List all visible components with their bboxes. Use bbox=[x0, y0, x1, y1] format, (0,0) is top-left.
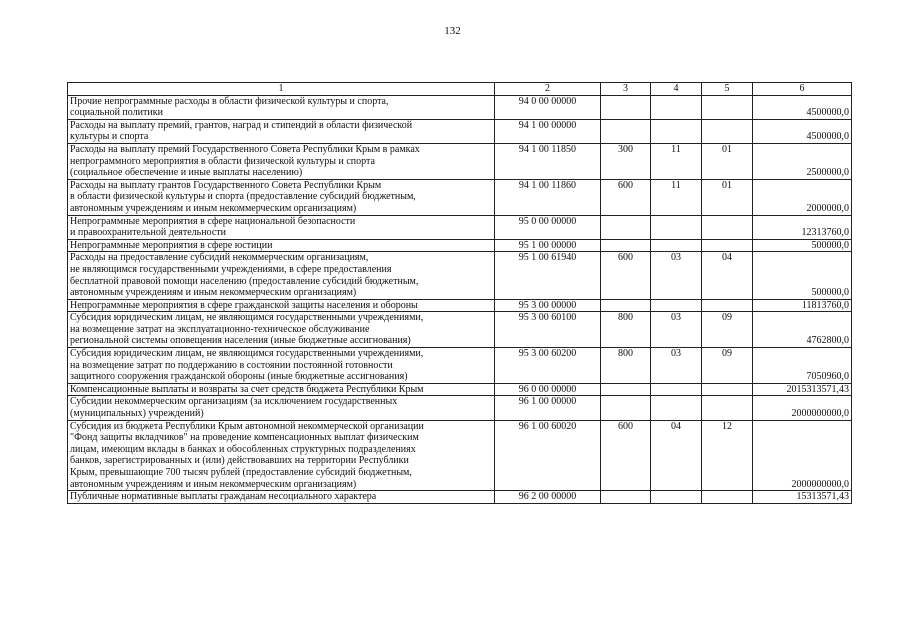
row-section-cell bbox=[651, 383, 702, 396]
table-row bbox=[68, 299, 852, 312]
row-expense-type-cell bbox=[601, 396, 651, 420]
row-code-cell: 95 3 00 60100 bbox=[495, 312, 601, 348]
row-sum-cell: 2000000000,0 bbox=[753, 420, 852, 491]
row-code-cell: 96 2 00 00000 bbox=[495, 491, 601, 504]
row-sum-cell: 500000,0 bbox=[753, 239, 852, 252]
row-sum-cell: 500000,0 bbox=[753, 252, 852, 299]
row-name-cell: Непрограммные мероприятия в сфере национальной безопасности и правоохранительной деятельности bbox=[68, 215, 495, 239]
row-subsection-cell: 04 bbox=[702, 252, 753, 299]
row-section-cell: 03 bbox=[651, 312, 702, 348]
row-name-cell: Расходы на предоставление субсидий некоммерческим организациям, не являющимся государственными учреждениями, в сфере предоставления бесплатной правовой помощи населению (предоставление субсидий бюджетным, автономным учреждениям и иным некоммерческим организациям) bbox=[68, 252, 495, 299]
row-sum-cell: 15313571,43 bbox=[753, 491, 852, 504]
row-name-cell: Субсидия юридическим лицам, не являющимся государственными учреждениями, на возмещение затрат по поддержанию в состоянии постоянной готовности защитного сооружения гражданской обороны (иные бюджетные ассигнования) bbox=[68, 348, 495, 384]
row-name-cell: Непрограммные мероприятия в сфере юстиции bbox=[68, 239, 495, 252]
row-name-cell: Прочие непрограммные расходы в области физической культуры и спорта, социальной политики bbox=[68, 95, 495, 119]
table-row bbox=[68, 119, 852, 143]
row-subsection-cell bbox=[702, 215, 753, 239]
header-cell: 6 bbox=[753, 83, 852, 96]
row-section-cell: 03 bbox=[651, 252, 702, 299]
row-sum-cell: 2000000,0 bbox=[753, 179, 852, 215]
row-subsection-cell bbox=[702, 299, 753, 312]
budget-table bbox=[67, 82, 852, 504]
row-code-cell: 94 1 00 11850 bbox=[495, 143, 601, 179]
table-row bbox=[68, 348, 852, 384]
row-code-cell: 96 1 00 60020 bbox=[495, 420, 601, 491]
row-section-cell: 11 bbox=[651, 143, 702, 179]
row-section-cell bbox=[651, 396, 702, 420]
row-subsection-cell: 09 bbox=[702, 312, 753, 348]
page-number: 132 bbox=[444, 25, 461, 37]
row-sum-cell: 4500000,0 bbox=[753, 119, 852, 143]
table-row bbox=[68, 143, 852, 179]
table-row bbox=[68, 383, 852, 396]
header-cell: 5 bbox=[702, 83, 753, 96]
row-code-cell: 95 3 00 60200 bbox=[495, 348, 601, 384]
row-sum-cell: 2000000000,0 bbox=[753, 396, 852, 420]
header-cell: 2 bbox=[495, 83, 601, 96]
row-code-cell: 94 0 00 00000 bbox=[495, 95, 601, 119]
table-row bbox=[68, 95, 852, 119]
row-section-cell bbox=[651, 299, 702, 312]
row-expense-type-cell bbox=[601, 215, 651, 239]
row-code-cell: 94 1 00 11860 bbox=[495, 179, 601, 215]
row-name-cell: Расходы на выплату премий Государственного Совета Республики Крым в рамках непрограммного мероприятия в области физической культуры и спорта (социальное обеспечение и иные выплаты населению) bbox=[68, 143, 495, 179]
row-expense-type-cell bbox=[601, 239, 651, 252]
row-sum-cell: 2500000,0 bbox=[753, 143, 852, 179]
table-row bbox=[68, 215, 852, 239]
row-subsection-cell bbox=[702, 119, 753, 143]
row-subsection-cell: 01 bbox=[702, 143, 753, 179]
row-name-cell: Расходы на выплату премий, грантов, наград и стипендий в области физической культуры и спорта bbox=[68, 119, 495, 143]
table-row bbox=[68, 491, 852, 504]
row-code-cell: 95 0 00 00000 bbox=[495, 215, 601, 239]
row-name-cell: Расходы на выплату грантов Государственного Совета Республики Крым в области физической культуры и спорта (предоставление субсидий бюджетным, автономным учреждениям и иным некоммерческим организациям) bbox=[68, 179, 495, 215]
row-code-cell: 94 1 00 00000 bbox=[495, 119, 601, 143]
row-code-cell: 95 3 00 00000 bbox=[495, 299, 601, 312]
row-subsection-cell: 09 bbox=[702, 348, 753, 384]
row-section-cell bbox=[651, 239, 702, 252]
row-subsection-cell bbox=[702, 239, 753, 252]
table-header-row bbox=[68, 83, 852, 96]
row-section-cell: 04 bbox=[651, 420, 702, 491]
table-row bbox=[68, 312, 852, 348]
row-subsection-cell bbox=[702, 491, 753, 504]
row-name-cell: Субсидия юридическим лицам, не являющимся государственными учреждениями, на возмещение затрат на эксплуатационно-техническое обслуживание региональной системы оповещения населения (иные бюджетные ассигнования) bbox=[68, 312, 495, 348]
row-expense-type-cell: 300 bbox=[601, 143, 651, 179]
table-row bbox=[68, 179, 852, 215]
row-section-cell: 11 bbox=[651, 179, 702, 215]
row-sum-cell: 4762800,0 bbox=[753, 312, 852, 348]
header-cell: 1 bbox=[68, 83, 495, 96]
table-row bbox=[68, 420, 852, 491]
row-name-cell: Непрограммные мероприятия в сфере гражданской защиты населения и обороны bbox=[68, 299, 495, 312]
row-expense-type-cell bbox=[601, 491, 651, 504]
row-subsection-cell bbox=[702, 383, 753, 396]
row-section-cell bbox=[651, 95, 702, 119]
row-subsection-cell: 01 bbox=[702, 179, 753, 215]
row-subsection-cell: 12 bbox=[702, 420, 753, 491]
row-subsection-cell bbox=[702, 396, 753, 420]
row-section-cell bbox=[651, 215, 702, 239]
row-expense-type-cell: 600 bbox=[601, 420, 651, 491]
header-cell: 3 bbox=[601, 83, 651, 96]
row-expense-type-cell: 800 bbox=[601, 312, 651, 348]
row-expense-type-cell bbox=[601, 383, 651, 396]
row-section-cell: 03 bbox=[651, 348, 702, 384]
row-name-cell: Публичные нормативные выплаты гражданам несоциального характера bbox=[68, 491, 495, 504]
table-row bbox=[68, 396, 852, 420]
row-expense-type-cell: 600 bbox=[601, 252, 651, 299]
row-sum-cell: 7050960,0 bbox=[753, 348, 852, 384]
row-subsection-cell bbox=[702, 95, 753, 119]
row-expense-type-cell: 800 bbox=[601, 348, 651, 384]
table-row bbox=[68, 252, 852, 299]
row-sum-cell: 11813760,0 bbox=[753, 299, 852, 312]
table-row bbox=[68, 239, 852, 252]
row-section-cell bbox=[651, 491, 702, 504]
row-sum-cell: 12313760,0 bbox=[753, 215, 852, 239]
row-sum-cell: 4500000,0 bbox=[753, 95, 852, 119]
row-expense-type-cell bbox=[601, 119, 651, 143]
row-expense-type-cell bbox=[601, 299, 651, 312]
row-code-cell: 95 1 00 00000 bbox=[495, 239, 601, 252]
row-code-cell: 96 0 00 00000 bbox=[495, 383, 601, 396]
header-cell: 4 bbox=[651, 83, 702, 96]
row-expense-type-cell bbox=[601, 95, 651, 119]
row-name-cell: Субсидия из бюджета Республики Крым автономной некоммерческой организации "Фонд защиты вкладчиков" на проведение компенсационных выплат физическим лицам, имеющим вклады в банках и обособленных структурных подразделениях банков, зарегистрированных и (или) действовавших на территории Республики Крым, превышающие 700 тысяч рублей (предоставление субсидий бюджетным, автономным учреждениям и иным некоммерческим организациям) bbox=[68, 420, 495, 491]
row-name-cell: Субсидии некоммерческим организациям (за исключением государственных (муниципальных) учреждений) bbox=[68, 396, 495, 420]
row-expense-type-cell: 600 bbox=[601, 179, 651, 215]
row-section-cell bbox=[651, 119, 702, 143]
row-code-cell: 96 1 00 00000 bbox=[495, 396, 601, 420]
row-code-cell: 95 1 00 61940 bbox=[495, 252, 601, 299]
row-sum-cell: 2015313571,43 bbox=[753, 383, 852, 396]
row-name-cell: Компенсационные выплаты и возвраты за счет средств бюджета Республики Крым bbox=[68, 383, 495, 396]
